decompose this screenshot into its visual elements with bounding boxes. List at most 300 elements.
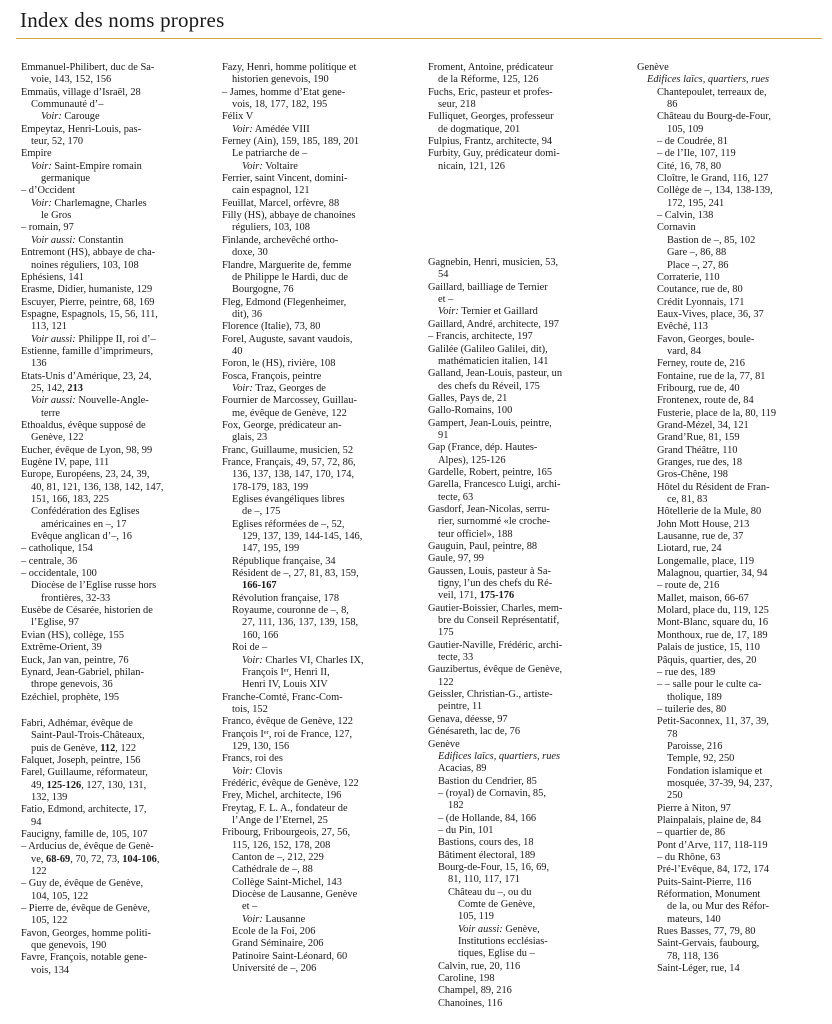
index-entry-line: 104, 105, 122 bbox=[31, 890, 89, 902]
index-entry-line: me, évêque de Genève, 122 bbox=[232, 407, 347, 419]
index-entry-line: Genève bbox=[428, 738, 460, 750]
index-entry-line: Estienne, famille d’imprimeurs, bbox=[21, 345, 154, 357]
index-entry-line: Geissler, Christian-G., artiste- bbox=[428, 689, 553, 701]
index-entry-line: Gaussen, Louis, pasteur à Sa- bbox=[428, 565, 551, 577]
index-entry-line: que genevois, 190 bbox=[31, 940, 107, 952]
index-entry-line: Temple, 92, 250 bbox=[667, 753, 735, 765]
index-entry-line: teur officiel», 188 bbox=[438, 528, 513, 540]
index-entry-line: 86 bbox=[667, 99, 678, 111]
index-entry-line: Fatio, Edmond, architecte, 17, bbox=[21, 804, 147, 816]
index-entry-line: Pierre à Niton, 97 bbox=[657, 802, 731, 814]
index-entry-line: – centrale, 36 bbox=[21, 555, 78, 567]
index-entry-line: Paroisse, 216 bbox=[667, 740, 723, 752]
index-entry-line: Fulliquet, Georges, professeur bbox=[428, 111, 554, 123]
index-entry-line: Edifices laïcs, quartiers, rues bbox=[438, 750, 561, 762]
index-entry-line: germanique bbox=[41, 173, 91, 185]
index-entry-line: Eglises réformées de –, 52, bbox=[232, 518, 345, 530]
index-entry-line: Franche-Comté, Franc-Com- bbox=[222, 691, 343, 703]
title-rule bbox=[16, 38, 822, 39]
index-entry-line: Calvin, rue, 20, 116 bbox=[438, 960, 521, 972]
index-entry-line: Ezéchiel, prophète, 195 bbox=[21, 691, 120, 703]
index-entry-line: 105, 119 bbox=[458, 911, 494, 923]
index-entry-line: Mallet, maison, 66-67 bbox=[657, 592, 749, 604]
index-entry-line: Ephésiens, 141 bbox=[21, 271, 84, 283]
index-entry-line: 147, 195, 199 bbox=[242, 543, 300, 555]
index-entry-line: 49, 125-126, 127, 130, 131, bbox=[31, 779, 147, 791]
index-entry-line: 129, 130, 156 bbox=[232, 740, 290, 752]
index-entry-line: Froment, Antoine, prédicateur bbox=[428, 62, 554, 73]
index-entry-line: l’Ange de l’Eternel, 25 bbox=[232, 814, 328, 826]
index-entry-line: Pont d’Arve, 117, 118-119 bbox=[657, 839, 768, 851]
index-entry-line: veil, 171, 175-176 bbox=[438, 590, 515, 602]
index-entry-line: frontières, 32-33 bbox=[41, 592, 111, 604]
index-entry-line: Flandre, Marguerite de, femme bbox=[222, 259, 352, 271]
index-entry-line: tecte, 63 bbox=[438, 491, 474, 503]
index-entry-line: – rue des, 189 bbox=[657, 666, 716, 678]
index-entry-line: Gasdorf, Jean-Nicolas, serru- bbox=[428, 503, 550, 515]
index-entry-line: Gaillard, André, architecte, 197 bbox=[428, 318, 559, 330]
index-entry-line: Institutions ecclésias- bbox=[458, 936, 548, 947]
index-entry-line: tiques, Eglise du – bbox=[458, 948, 535, 960]
index-entry-line: Etats-Unis d’Amérique, 23, 24, bbox=[21, 370, 152, 382]
index-entry-line: Voir: Traz, Georges de bbox=[232, 382, 326, 394]
index-entry-line: Voir: Charlemagne, Charles bbox=[31, 197, 147, 209]
index-entry-line: Bastion de –, 85, 102 bbox=[667, 234, 756, 246]
index-entry-line: 27, 111, 136, 137, 139, 158, bbox=[242, 617, 359, 629]
index-entry-line: Chanoines, 116 bbox=[438, 997, 503, 1009]
index-entry-line: Grand Théâtre, 110 bbox=[657, 444, 738, 456]
index-entry-line: tholique, 189 bbox=[667, 691, 722, 703]
index-entry-line: Voir aussi: Philippe II, roi d’– bbox=[31, 333, 156, 345]
index-entry-line: Royaume, couronne de –, 8, bbox=[232, 605, 349, 617]
index-entry-line: Palais de justice, 15, 110 bbox=[657, 642, 760, 654]
index-entry-line: vois, 18, 177, 182, 195 bbox=[232, 99, 328, 111]
index-entry-line: République française, 34 bbox=[232, 555, 336, 567]
index-entry-line: Ecole de la Foi, 206 bbox=[232, 926, 316, 938]
index-entry-line: Voir: Amédée VIII bbox=[232, 123, 310, 135]
index-entry-line: Henri IV, Louis XIV bbox=[242, 679, 328, 691]
index-entry-line: – Arducius de, évêque de Genè- bbox=[21, 841, 154, 853]
index-entry-line: Galilée (Galileo Galilei, dit), bbox=[428, 343, 548, 355]
index-entry-line: Collège Saint-Michel, 143 bbox=[232, 876, 342, 888]
index-entry-line: Cornavin bbox=[657, 222, 696, 234]
index-entry-line: Voir: Saint-Empire romain bbox=[31, 160, 142, 172]
index-entry-line: Extrême-Orient, 39 bbox=[21, 642, 102, 654]
index-entry-line: France, Français, 49, 57, 72, 86, bbox=[222, 457, 356, 468]
index-entry-line: Frédéric, évêque de Genève, 122 bbox=[222, 777, 359, 789]
index-entry-line: Cathédrale de –, 88 bbox=[232, 864, 313, 876]
index-entry-line: Genève, 122 bbox=[31, 432, 84, 444]
index-entry-line: 182 bbox=[448, 800, 464, 812]
index-entry-line: Lausanne, rue de, 37 bbox=[657, 531, 744, 543]
index-entry-line: Collège de –, 134, 138-139, bbox=[657, 185, 773, 197]
index-entry-line: puis de Genève, 112, 122 bbox=[31, 742, 137, 754]
index-entry-line: vois, 134 bbox=[31, 964, 70, 976]
index-entry-line: 122 bbox=[438, 676, 454, 688]
index-entry-line: 129, 137, 139, 144-145, 146, bbox=[242, 531, 363, 543]
index-entry-line: Empeytaz, Henri-Louis, pas- bbox=[21, 123, 142, 135]
index-entry-line: – Pierre de, évêque de Genève, bbox=[21, 903, 150, 915]
index-entry-line: Voir aussi: Constantin bbox=[31, 234, 124, 246]
index-column-2 bbox=[222, 62, 418, 975]
index-entry-line: 136, 137, 138, 147, 170, 174, bbox=[232, 469, 355, 481]
index-entry-line: historien genevois, 190 bbox=[232, 74, 329, 86]
index-entry-line: Fondation islamique et bbox=[667, 765, 763, 777]
section-gap bbox=[428, 243, 623, 257]
index-entry-line: 132, 139 bbox=[31, 791, 68, 803]
index-entry-line: Grand-Mézel, 34, 121 bbox=[657, 419, 749, 431]
index-entry-line: Fuchs, Eric, pasteur et profes- bbox=[428, 86, 553, 98]
index-entry-line: Emmaüs, village d’Israël, 28 bbox=[21, 86, 141, 98]
index-entry-line: Cloître, le Grand, 116, 127 bbox=[657, 173, 769, 185]
section-gap bbox=[428, 201, 623, 215]
index-entry-line: Escuyer, Pierre, peintre, 68, 169 bbox=[21, 296, 155, 308]
index-entry-line: Château du Bourg-de-Four, bbox=[657, 111, 771, 123]
index-entry-line: voie, 143, 152, 156 bbox=[31, 74, 112, 86]
index-entry-line: Gardelle, Robert, peintre, 165 bbox=[428, 466, 553, 478]
index-entry-line: et – bbox=[242, 901, 258, 913]
index-entry-line: Grand Séminaire, 206 bbox=[232, 938, 324, 950]
section-gap bbox=[428, 215, 623, 229]
index-entry-line: Evêque anglican d’–, 16 bbox=[31, 531, 132, 543]
index-entry-line: vard, 84 bbox=[667, 345, 702, 357]
index-entry-line: bre du Conseil Représentatif, bbox=[438, 615, 560, 627]
index-entry-line: 151, 166, 183, 225 bbox=[31, 494, 109, 506]
index-entry-line: Finlande, archevêché ortho- bbox=[222, 234, 339, 246]
index-entry-line: Chantepoulet, terreaux de, bbox=[657, 86, 767, 98]
index-entry-line: Le patriarche de – bbox=[232, 148, 308, 160]
index-entry-line: Fox, George, prédicateur an- bbox=[222, 419, 342, 431]
index-entry-line: américaines en –, 17 bbox=[41, 518, 127, 530]
index-entry-line: Eglises évangéliques libres bbox=[232, 494, 345, 506]
index-entry-line: dit), 36 bbox=[232, 308, 263, 320]
index-entry-line: Frontenex, route de, 84 bbox=[657, 395, 754, 407]
index-entry-line: Fontaine, rue de la, 77, 81 bbox=[657, 370, 766, 382]
index-entry-line: Voir: Ternier et Gaillard bbox=[438, 306, 538, 318]
index-entry-line: 105, 122 bbox=[31, 915, 68, 927]
index-entry-line: – quartier de, 86 bbox=[657, 827, 726, 839]
index-column-3 bbox=[428, 62, 623, 1010]
index-entry-line: Emmanuel-Philibert, duc de Sa- bbox=[21, 62, 155, 73]
index-entry-line: Bastion du Cendrier, 85 bbox=[438, 775, 537, 787]
index-entry-line: Plainpalais, plaine de, 84 bbox=[657, 814, 762, 826]
index-entry-line: Bâtiment électoral, 189 bbox=[438, 849, 536, 861]
index-entry-line: 250 bbox=[667, 790, 683, 802]
index-entry-line: terre bbox=[41, 407, 61, 419]
index-column-1 bbox=[21, 62, 214, 977]
index-entry-line: Florence (Italie), 73, 80 bbox=[222, 321, 321, 333]
section-gap bbox=[428, 187, 623, 201]
index-entry-line: de la, ou Mur des Réfor- bbox=[667, 901, 769, 913]
index-entry-line: des chefs du Réveil, 175 bbox=[438, 380, 540, 392]
index-entry-line: Freytag, F. L. A., fondateur de bbox=[222, 802, 348, 814]
index-entry-line: – d’Occident bbox=[21, 185, 75, 197]
index-entry-line: Furbity, Guy, prédicateur domi- bbox=[428, 148, 560, 160]
index-entry-line: Gare –, 86, 88 bbox=[667, 247, 727, 259]
index-entry-line: – (royal) de Cornavin, 85, bbox=[438, 787, 546, 799]
index-entry-line: ce, 81, 83 bbox=[667, 494, 708, 506]
index-entry-line: – Guy de, évêque de Genève, bbox=[21, 878, 144, 890]
index-entry-line: Frey, Michel, architecte, 196 bbox=[222, 790, 342, 802]
index-entry-line: Crédit Lyonnais, 171 bbox=[657, 296, 745, 308]
index-entry-line: 136 bbox=[31, 358, 47, 370]
index-entry-line: Fournier de Marcossey, Guillau- bbox=[222, 395, 357, 407]
index-entry-line: Alpes), 125-126 bbox=[438, 454, 506, 466]
index-entry-line: Pâquis, quartier, des, 20 bbox=[657, 654, 757, 666]
index-entry-line: Bourgogne, 76 bbox=[232, 284, 294, 296]
index-entry-line: Genava, déesse, 97 bbox=[428, 713, 508, 725]
index-entry-line: – route de, 216 bbox=[657, 580, 720, 592]
index-entry-line: Gautier-Boissier, Charles, mem- bbox=[428, 602, 563, 614]
index-entry-line: noines réguliers, 103, 108 bbox=[31, 259, 139, 271]
index-entry-line: Gap (France, dép. Hautes- bbox=[428, 442, 538, 454]
index-entry-line: Filly (HS), abbaye de chanoines bbox=[222, 210, 356, 222]
index-entry-line: 115, 126, 152, 178, 208 bbox=[232, 839, 331, 851]
index-entry-line: 91 bbox=[438, 429, 449, 441]
index-entry-line: Farel, Guillaume, réformateur, bbox=[21, 767, 148, 779]
index-entry-line: Entremont (HS), abbaye de cha- bbox=[21, 247, 156, 259]
index-entry-line: Eugène IV, pape, 111 bbox=[21, 457, 110, 468]
index-entry-line: Génésareth, lac de, 76 bbox=[428, 726, 521, 738]
index-entry-line: Erasme, Didier, humaniste, 129 bbox=[21, 284, 153, 296]
index-entry-line: Hôtel du Résident de Fran- bbox=[657, 481, 770, 493]
index-entry-line: – tuilerie des, 80 bbox=[657, 703, 727, 715]
index-entry-line: Fribourg, rue de, 40 bbox=[657, 382, 740, 394]
index-entry-line: 160, 166 bbox=[242, 629, 279, 641]
index-entry-line: Evian (HS), collège, 155 bbox=[21, 629, 125, 641]
index-entry-line: 105, 109 bbox=[667, 123, 704, 135]
index-entry-line: – (de Hollande, 84, 166 bbox=[438, 812, 537, 824]
index-entry-line: Franco, évêque de Genève, 122 bbox=[222, 716, 353, 728]
index-entry-line: – de Coudrée, 81 bbox=[657, 136, 728, 148]
index-entry-line: Falquet, Joseph, peintre, 156 bbox=[21, 754, 141, 766]
index-entry-line: Fribourg, Fribourgeois, 27, 56, bbox=[222, 827, 351, 839]
index-entry-line: Cité, 16, 78, 80 bbox=[657, 160, 722, 172]
index-entry-line: Rues Basses, 77, 79, 80 bbox=[657, 926, 756, 938]
index-entry-line: nicain, 121, 126 bbox=[438, 160, 505, 172]
index-entry-line: 94 bbox=[31, 816, 42, 828]
index-entry-line: 54 bbox=[438, 269, 449, 281]
index-entry-line: Saint-Paul-Trois-Châteaux, bbox=[31, 730, 145, 742]
index-entry-line: Révolution française, 178 bbox=[232, 592, 340, 604]
index-entry-line: Diocèse de l’Eglise russe hors bbox=[31, 580, 157, 592]
index-entry-line: Voir: Carouge bbox=[41, 111, 100, 123]
index-entry-line: Puits-Saint-Pierre, 116 bbox=[657, 876, 752, 888]
index-entry-line: Gauzibertus, évêque de Genève, bbox=[428, 664, 563, 676]
index-entry-line: Galles, Pays de, 21 bbox=[428, 392, 508, 404]
index-entry-line: Réformation, Monument bbox=[657, 889, 761, 901]
index-entry-line: Pré-l’Evêque, 84, 172, 174 bbox=[657, 864, 769, 876]
index-entry-line: – du Rhône, 63 bbox=[657, 852, 721, 863]
index-entry-line: Diocèse de Lausanne, Genève bbox=[232, 889, 358, 901]
index-entry-line: Genève bbox=[637, 62, 669, 73]
index-entry-line: Favon, Georges, boule- bbox=[657, 333, 755, 345]
index-entry-line: Forel, Auguste, savant vaudois, bbox=[222, 333, 353, 345]
index-entry-line: Eynard, Jean-Gabriel, philan- bbox=[21, 666, 144, 678]
index-column-4 bbox=[637, 62, 825, 975]
index-entry-line: Gaule, 97, 99 bbox=[428, 553, 484, 565]
index-entry-line: de la Réforme, 125, 126 bbox=[438, 74, 539, 86]
index-entry-line: l’Eglise, 97 bbox=[31, 617, 79, 629]
index-entry-line: Eucher, évêque de Lyon, 98, 99 bbox=[21, 444, 153, 456]
index-entry-line: de Philippe le Hardi, duc de bbox=[232, 271, 348, 283]
index-entry-line: Château du –, ou du bbox=[448, 886, 532, 898]
index-entry-line: Gaillard, bailliage de Ternier bbox=[428, 281, 548, 293]
index-entry-line: 78, 118, 136 bbox=[667, 950, 719, 962]
index-entry-line: Mont-Blanc, square du, 16 bbox=[657, 617, 769, 629]
index-entry-line: Monthoux, rue de, 17, 189 bbox=[657, 629, 768, 641]
index-entry-line: Garella, Francesco Luigi, archi- bbox=[428, 479, 561, 491]
index-entry-line: de –, 175 bbox=[242, 506, 281, 518]
index-entry-line: Comte de Genève, bbox=[458, 898, 536, 910]
index-entry-line: Fosca, François, peintre bbox=[222, 370, 322, 382]
index-entry-line: 175 bbox=[438, 627, 454, 639]
index-entry-line: Ethoaldus, évêque supposé de bbox=[21, 419, 146, 431]
index-entry-line: 178-179, 183, 199 bbox=[232, 481, 309, 493]
index-entry-line: Hôtellerie de la Mule, 80 bbox=[657, 506, 762, 518]
index-entry-line: Europe, Européens, 23, 24, 39, bbox=[21, 469, 150, 481]
index-entry-line: Eaux-Vives, place, 36, 37 bbox=[657, 308, 764, 320]
index-entry-line: François Iᵉʳ, Henri II, bbox=[242, 666, 330, 678]
index-entry-line: Gagnebin, Henri, musicien, 53, bbox=[428, 257, 559, 269]
index-entry-line: Félix V bbox=[222, 111, 254, 123]
index-entry-line: Espagne, Espagnols, 15, 56, 111, bbox=[21, 308, 158, 320]
index-entry-line: Fabri, Adhémar, évêque de bbox=[21, 717, 133, 729]
index-entry-line: seur, 218 bbox=[438, 99, 476, 111]
index-entry-line: Patinoire Saint-Léonard, 60 bbox=[232, 950, 348, 962]
index-entry-line: 25, 142, 213 bbox=[31, 382, 83, 394]
section-gap bbox=[428, 229, 623, 243]
index-entry-line: Gampert, Jean-Louis, peintre, bbox=[428, 417, 552, 429]
index-entry-line: 40 bbox=[232, 345, 243, 357]
index-entry-line: 40, 81, 121, 136, 138, 142, 147, bbox=[31, 481, 164, 493]
index-entry-line: Coutance, rue de, 80 bbox=[657, 284, 743, 296]
index-entry-line: Bastions, cours des, 18 bbox=[438, 837, 534, 849]
index-entry-line: – du Pin, 101 bbox=[438, 824, 494, 836]
index-entry-line: 122 bbox=[31, 866, 47, 877]
index-entry-line: Edifices laïcs, quartiers, rues bbox=[647, 74, 770, 86]
index-entry-line: réguliers, 103, 108 bbox=[232, 222, 310, 234]
index-entry-line: tigny, l’un des chefs du Ré- bbox=[438, 578, 553, 590]
index-entry-line: 113, 121 bbox=[31, 321, 67, 333]
index-entry-line: Saint-Léger, rue, 14 bbox=[657, 963, 740, 975]
index-entry-line: Molard, place du, 119, 125 bbox=[657, 605, 769, 617]
index-entry-line: Université de –, 206 bbox=[232, 963, 317, 975]
index-entry-line: de dogmatique, 201 bbox=[438, 123, 521, 135]
index-entry-line: Acacias, 89 bbox=[438, 763, 487, 775]
index-entry-line: Ferney, route de, 216 bbox=[657, 358, 745, 370]
index-entry-line: Gros-Chêne, 198 bbox=[657, 469, 728, 481]
index-entry-line: Fusterie, place de la, 80, 119 bbox=[657, 407, 777, 419]
index-entry-line: Evêché, 113 bbox=[657, 321, 708, 333]
index-entry-line: Roi de – bbox=[232, 642, 268, 654]
index-entry-line: glais, 23 bbox=[232, 432, 268, 444]
index-entry-line: Confédération des Eglises bbox=[31, 506, 140, 518]
index-entry-line: François Iᵉʳ, roi de France, 127, bbox=[222, 728, 353, 740]
index-entry-line: Eusèbe de Césarée, historien de bbox=[21, 605, 153, 617]
index-entry-line: tois, 152 bbox=[232, 703, 268, 715]
section-gap bbox=[428, 173, 623, 187]
index-entry-line: Saint-Gervais, faubourg, bbox=[657, 938, 760, 950]
index-entry-line: Gallo-Romains, 100 bbox=[428, 405, 513, 417]
index-entry-line: Granges, rue des, 18 bbox=[657, 457, 743, 468]
index-entry-line: Canton de –, 212, 229 bbox=[232, 852, 324, 863]
index-entry-line: teur, 52, 170 bbox=[31, 136, 84, 148]
index-entry-line: Fulpius, Frantz, architecte, 94 bbox=[428, 136, 553, 148]
index-entry-line: Favon, Georges, homme politi- bbox=[21, 927, 151, 939]
index-entry-line: Caroline, 198 bbox=[438, 973, 495, 985]
index-entry-line: le Gros bbox=[41, 210, 72, 222]
index-entry-line: – romain, 97 bbox=[21, 222, 74, 234]
index-entry-line: Ferrier, saint Vincent, domini- bbox=[222, 173, 348, 185]
index-entry-line: Voir aussi: Genève, bbox=[458, 923, 540, 935]
index-entry-line: Empire bbox=[21, 148, 52, 160]
index-entry-line: thrope genevois, 36 bbox=[31, 679, 113, 691]
index-entry-line: et – bbox=[438, 294, 454, 306]
page-title: Index des noms propres bbox=[20, 8, 225, 32]
index-entry-line: Feuillat, Marcel, orfèvre, 88 bbox=[222, 197, 340, 209]
index-entry-line: Foron, le (HS), rivière, 108 bbox=[222, 358, 336, 370]
index-entry-line: – Calvin, 138 bbox=[657, 210, 714, 222]
index-entry-line: – occidentale, 100 bbox=[21, 568, 97, 580]
index-entry-line: Corraterie, 110 bbox=[657, 271, 720, 283]
index-entry-line: Favre, François, notable gene- bbox=[21, 952, 148, 964]
index-entry-line: 78 bbox=[667, 728, 678, 740]
index-entry-line: mosquée, 37-39, 94, 237, bbox=[667, 777, 773, 789]
index-entry-line: Gautier-Naville, Frédéric, archi- bbox=[428, 639, 563, 651]
index-entry-line: Fleg, Edmond (Flegenheimer, bbox=[222, 296, 347, 308]
section-gap bbox=[21, 704, 214, 718]
index-entry-line: peintre, 11 bbox=[438, 701, 483, 713]
index-entry-line: Champel, 89, 216 bbox=[438, 985, 512, 997]
index-entry-line: ve, 68-69, 70, 72, 73, 104-106, bbox=[31, 853, 160, 865]
index-entry-line: Voir: Voltaire bbox=[242, 160, 298, 172]
index-entry-line: – James, homme d’Etat gene- bbox=[222, 86, 346, 98]
index-entry-line: mateurs, 140 bbox=[667, 913, 721, 925]
index-entry-line: 166-167 bbox=[242, 580, 277, 592]
index-entry-line: Fazy, Henri, homme politique et bbox=[222, 62, 357, 73]
index-entry-line: Galland, Jean-Louis, pasteur, un bbox=[428, 368, 563, 380]
index-entry-line: mathématicien italien, 141 bbox=[438, 355, 549, 367]
index-entry-line: Grand’Rue, 81, 159 bbox=[657, 432, 740, 444]
index-entry-line: Petit-Saconnex, 11, 37, 39, bbox=[657, 716, 769, 728]
index-entry-line: Euck, Jan van, peintre, 76 bbox=[21, 654, 129, 666]
index-entry-line: rier, surnommé «le croche- bbox=[438, 516, 551, 528]
index-entry-line: Bourg-de-Four, 15, 16, 69, bbox=[438, 861, 550, 873]
index-entry-line: Voir: Charles VI, Charles IX, bbox=[242, 654, 364, 666]
index-entry-line: Franc, Guillaume, musicien, 52 bbox=[222, 444, 354, 456]
index-entry-line: Voir aussi: Nouvelle-Angle- bbox=[31, 395, 149, 407]
index-entry-line: cain espagnol, 121 bbox=[232, 185, 310, 197]
index-entry-line: Place –, 27, 86 bbox=[667, 259, 729, 271]
index-entry-line: Malagnou, quartier, 34, 94 bbox=[657, 568, 768, 580]
index-entry-line: Faucigny, famille de, 105, 107 bbox=[21, 828, 148, 840]
index-entry-line: Gauguin, Paul, peintre, 88 bbox=[428, 541, 538, 552]
index-entry-line: Voir: Lausanne bbox=[242, 913, 306, 925]
index-entry-line: Communauté d’– bbox=[31, 99, 104, 111]
index-entry-line: Longemalle, place, 119 bbox=[657, 555, 755, 567]
index-entry-line: – – salle pour le culte ca- bbox=[657, 679, 762, 691]
index-entry-line: John Mott House, 213 bbox=[657, 518, 750, 530]
index-entry-line: – Francis, architecte, 197 bbox=[428, 331, 533, 343]
index-entry-line: tecte, 33 bbox=[438, 652, 474, 664]
index-entry-line: 172, 195, 241 bbox=[667, 197, 725, 209]
index-entry-line: Liotard, rue, 24 bbox=[657, 543, 722, 555]
index-entry-line: Francs, roi des bbox=[222, 753, 283, 765]
index-entry-line: Voir: Clovis bbox=[232, 765, 283, 777]
index-entry-line: – de l’Ile, 107, 119 bbox=[657, 148, 736, 160]
index-entry-line: 81, 110, 117, 171 bbox=[448, 874, 520, 886]
